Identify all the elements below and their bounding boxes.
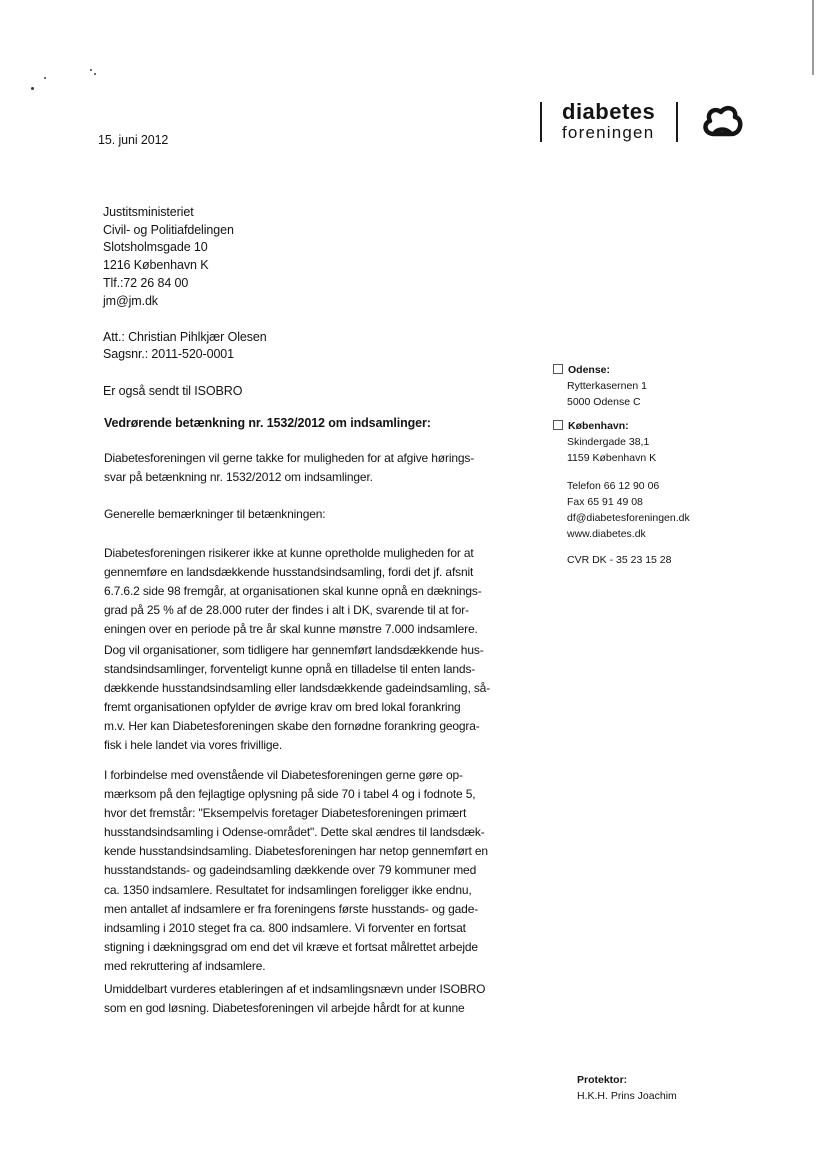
also-sent-to: Er også sendt til ISOBRO: [103, 384, 243, 398]
attention-line: Att.: Christian Pihlkjær Olesen: [103, 330, 267, 344]
body-line: 6.7.6.2 side 98 fremgår, at organisationen skal kunne opnå en dæknings-: [104, 584, 482, 599]
recipient-line: Tlf.:72 26 84 00: [103, 276, 189, 290]
diabetesforeningen-clover-icon: [700, 104, 744, 140]
recipient-line: Slotsholmsgade 10: [103, 240, 208, 254]
recipient-line: Justitsministeriet: [103, 205, 194, 219]
body-line: fisk i hele landet via vores frivillige.: [104, 738, 283, 753]
body-line: men antallet af indsamlere er fra foreningens første husstands- og gade-: [104, 901, 479, 916]
body-paragraph: [104, 641, 534, 756]
body-line: grad på 25 % af de 28.000 ruter der findes i alt i DK, svarende til at for-: [104, 603, 469, 618]
body-line: I forbindelse med ovenstående vil Diabetesforeningen gerne gøre op-: [104, 768, 463, 782]
body-line: fremt organisationen opfylder de øvrige krav om bred lokal forankring: [104, 700, 461, 715]
letter-subject: Vedrørende betænkning nr. 1532/2012 om indsamlinger:: [104, 416, 431, 430]
body-line: eningen over en periode på tre år skal kunne mønstre 7.000 indsamlere.: [104, 622, 478, 637]
body-line: standsindsamlinger, forventeligt kunne opnå en tilladelse til enten lands-: [104, 662, 476, 677]
letter-date: 15. juni 2012: [98, 133, 169, 147]
body-line: svar på betænkning nr. 1532/2012 om indsamlinger.: [104, 470, 373, 485]
checkbox-icon: [553, 364, 563, 374]
body-line: m.v. Her kan Diabetesforeningen skabe den fornødne forankring geogra-: [104, 719, 480, 734]
protector-label: Protektor:: [577, 1074, 628, 1086]
case-number: Sagsnr.: 2011-520-0001: [103, 347, 235, 361]
body-line: ca. 1350 indsamlere. Resultatet for indsamlingen foreligger ikke endnu,: [104, 882, 472, 897]
body-line: mærksom på den fejlagtige oplysning på side 70 i tabel 4 og i fodnote 5,: [104, 787, 476, 802]
scan-speck: [90, 69, 92, 71]
body-paragraph: [104, 980, 534, 1018]
body-line: Umiddelbart vurderes etableringen af et indsamlingsnævn under ISOBRO: [104, 982, 486, 996]
website: www.diabetes.dk: [567, 528, 646, 540]
body-line: stigning i dækningsgrad om end det vil kræve et fortsat målrettet arbejde: [104, 939, 478, 954]
section-heading: [104, 505, 534, 524]
body-line: indsamling i 2010 steget fra ca. 800 indsamlere. Vi forventer en fortsat: [104, 920, 466, 935]
body-line: kende husstandsindsamling. Diabetesforeningen har netop gennemført en: [104, 844, 488, 859]
copenhagen-address-line: Skindergade 38,1: [567, 436, 650, 448]
odense-address-line: 5000 Odense C: [567, 396, 641, 408]
phone-number: Telefon 66 12 90 06: [567, 480, 660, 492]
scan-edge-line: [812, 0, 814, 75]
body-line: gennemføre en landsdækkende husstandsindsamling, fordi det jf. afsnit: [104, 565, 474, 580]
copenhagen-office-label: København:: [553, 418, 690, 434]
sidebar-contact-info: [553, 362, 690, 568]
scan-speck: [94, 73, 96, 75]
contact-email: df@diabetesforeningen.dk: [567, 512, 690, 524]
logo-word-foreningen: foreningen: [562, 123, 655, 142]
body-line: husstandstands- og gadeindsamling dækkende over 79 kommuner med: [104, 863, 477, 878]
body-paragraph: [104, 449, 534, 487]
recipient-line: Civil- og Politiafdelingen: [103, 223, 234, 237]
body-paragraph: [104, 544, 534, 639]
odense-office-label: Odense:: [553, 362, 690, 378]
cvr-number: CVR DK - 35 23 15 28: [567, 554, 672, 566]
body-line: Dog vil organisationer, som tidligere har gennemført landsdækkende hus-: [104, 643, 484, 657]
protector-block: [577, 1072, 677, 1104]
checkbox-icon: [553, 420, 563, 430]
logo-word-diabetes: diabetes: [562, 99, 656, 124]
scan-speck: [31, 87, 34, 90]
body-line: med rekruttering af indsamlere.: [104, 958, 266, 973]
body-line: Generelle bemærkninger til betænkningen:: [104, 507, 326, 521]
recipient-line: 1216 København K: [103, 258, 209, 272]
body-line: dækkende husstandsindsamling eller landsdækkende gadeindsamling, så-: [104, 681, 491, 696]
body-line: Diabetesforeningen vil gerne takke for muligheden for at afgive hørings-: [104, 451, 475, 465]
body-line: husstandsindsamling i Odense-området". Dette skal ændres til landsdæk-: [104, 825, 485, 840]
body-line: som en god løsning. Diabetesforeningen vil arbejde hårdt for at kunne: [104, 1001, 465, 1016]
protector-name: H.K.H. Prins Joachim: [577, 1090, 677, 1102]
body-paragraph: [104, 766, 534, 976]
body-line: hvor det fremstår: "Eksempelvis foretager Diabetesforeningen primært: [104, 806, 467, 821]
body-line: Diabetesforeningen risikerer ikke at kunne opretholde muligheden for at: [104, 546, 474, 560]
recipient-email: jm@jm.dk: [103, 294, 158, 308]
copenhagen-address-line: 1159 København K: [567, 452, 657, 464]
scan-speck: [44, 77, 46, 79]
fax-number: Fax 65 91 49 08: [567, 496, 643, 508]
odense-address-line: Rytterkasernen 1: [567, 380, 647, 392]
